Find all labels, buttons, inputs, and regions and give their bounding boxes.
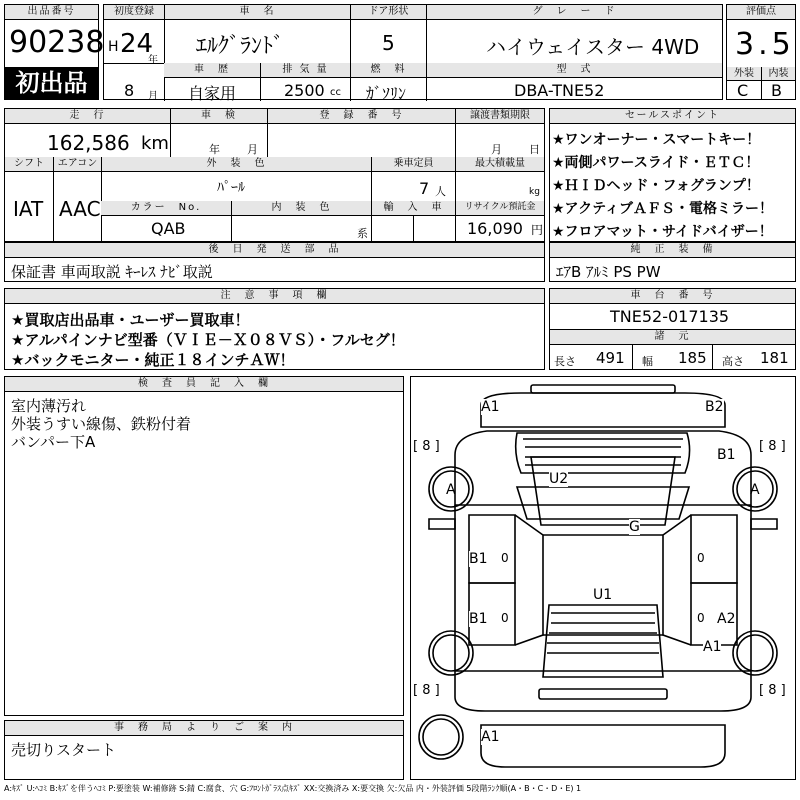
shift-label: シフト	[5, 157, 53, 172]
office-box	[4, 720, 404, 780]
sales-point-item: ★ワンオーナー・スマートキー！	[552, 132, 761, 148]
transfer-label: 譲渡書類期限	[455, 109, 544, 124]
inspection-year-unit: 年	[209, 143, 220, 156]
inspector-line: 室内薄汚れ	[11, 397, 87, 415]
color-no-label: カラー No.	[101, 201, 231, 216]
mark-front-right: B2	[705, 399, 724, 415]
shift: IAT	[13, 197, 44, 221]
lot-number-box	[4, 4, 105, 100]
year-unit: 年	[148, 55, 158, 66]
lot-number-label: 出品番号	[5, 5, 98, 20]
capacity-label: 乗車定員	[371, 157, 455, 172]
door-zero: 0	[697, 611, 705, 625]
year: 24	[120, 29, 154, 59]
mark-front-left: A1	[481, 399, 500, 415]
sales-point-item: ★両側パワースライド・ＥＴＣ！	[552, 155, 760, 171]
color-no: QAB	[151, 219, 186, 238]
mark-tire-front-left: A	[446, 482, 456, 498]
sales-point-item: ★ＨＩＤヘッド・フォグランプ！	[552, 178, 760, 194]
model: DBA-TNE52	[514, 81, 605, 100]
car-outline	[411, 377, 795, 779]
history: 自家用	[188, 84, 237, 103]
era: H	[108, 39, 119, 55]
sales-point-item: ★アクティブＡＦＳ・電格ミラー！	[552, 201, 774, 217]
door-zero: 0	[501, 551, 509, 565]
mark-body: U1	[593, 587, 613, 603]
inspector-line: バンパー下A	[11, 433, 96, 451]
later-parts-text: 保証書 車両取説 ｷｰﾚｽ ﾅﾋﾞ取説	[11, 263, 213, 281]
door-label: ドア形状	[350, 5, 426, 20]
note-item: ★アルパインナビ型番（ＶＩＥ－Ｘ０８ＶＳ）・フルセグ！	[11, 331, 405, 349]
later-parts-box	[4, 242, 545, 282]
mileage-unit: km	[141, 133, 169, 154]
inspector-title: 検 査 員 記 入 欄	[5, 377, 403, 392]
chassis-number: TNE52-017135	[610, 307, 730, 326]
height: 181	[760, 349, 789, 367]
mark-roof: U2	[549, 471, 569, 487]
grade: ハイウェイスター 4WD	[486, 35, 700, 59]
sales-points-title: セールスポイント	[550, 109, 795, 124]
car-diagram	[410, 376, 796, 780]
score: 3.5	[735, 27, 795, 62]
score-box	[726, 4, 796, 100]
note-item: ★買取店出品車・ユーザー買取車！	[11, 311, 250, 329]
ac-label: エアコン	[53, 157, 101, 172]
mark-right-fender: B1	[717, 447, 736, 463]
score-label: 評価点	[727, 5, 795, 20]
month-unit: 月	[148, 91, 158, 102]
interior-color-label: 内 装 色	[231, 201, 371, 216]
capacity-unit: 人	[435, 185, 446, 198]
mark-tire-front-right: A	[750, 482, 760, 498]
mark-right-rear-door: A2	[717, 611, 736, 627]
mileage: 162,586	[47, 131, 130, 155]
inspection-month-unit: 月	[247, 143, 258, 156]
vehicle-info-box	[4, 108, 545, 242]
note-item: ★バックモニター・純正１８インチＡＷ！	[11, 351, 295, 369]
notes-title: 注 意 事 項 欄	[5, 289, 544, 304]
door-zero: 0	[501, 611, 509, 625]
fuel-label: 燃 料	[350, 63, 426, 78]
history-label: 車 歴	[164, 63, 260, 78]
tire-depth-rear-left: [ 8 ]	[413, 683, 440, 698]
interior-label: 内装	[761, 67, 795, 81]
plate-label: 登 録 番 号	[267, 109, 455, 124]
doors: 5	[382, 31, 395, 55]
recycle-unit: 円	[531, 223, 544, 237]
chassis-title: 車 台 番 号	[550, 289, 795, 304]
office-text: 売切りスタート	[11, 741, 117, 759]
later-parts-title: 後 日 発 送 部 品	[5, 243, 544, 258]
inspector-box	[4, 376, 404, 716]
first-listing-badge	[5, 67, 98, 99]
width: 185	[678, 349, 707, 367]
sales-point-item: ★フロアマット・サイドバイザー！	[552, 224, 773, 240]
tire-depth-front-left: [ 8 ]	[413, 439, 440, 454]
car-name-label: 車 名	[164, 5, 350, 20]
transfer-month: 月	[491, 143, 502, 156]
inspection-label: 車 検	[170, 109, 267, 124]
recycle-label: リサイクル預託金	[455, 201, 544, 216]
mark-glass: G	[629, 519, 640, 535]
exterior-label: 外装	[727, 67, 761, 81]
tire-depth-front-right: [ 8 ]	[759, 439, 786, 454]
color-label: 外 装 色	[101, 157, 371, 172]
month: 8	[124, 81, 135, 100]
mark-left-door-rear: B1	[469, 611, 488, 627]
load-unit: kg	[529, 187, 540, 197]
inspector-line: 外装うすい線傷、鉄粉付着	[11, 415, 192, 433]
header-main-box	[103, 4, 723, 103]
height-label: 高さ	[722, 355, 744, 368]
equipment-title: 純 正 装 備	[550, 243, 795, 258]
grade-label: グ レ ー ド	[426, 5, 722, 20]
capacity: 7	[419, 179, 430, 198]
legend: A:ｷｽﾞ U:ﾍｺﾐ B:ｷｽﾞを伴うﾍｺﾐ P:要塗装 W:補修跡 S:錆 C:腐食、穴 G:ﾌﾛﾝﾄｶﾞﾗｽ点ｷｽﾞ XX:交換済み X:要交換 欠:欠品 内・外装評価 5段階ﾗﾝｸ順(A・B・C・D・E) 1	[4, 784, 582, 793]
sales-points-box	[549, 108, 796, 242]
specs-title: 諸 元	[550, 330, 795, 345]
recycle: 16,090	[467, 219, 523, 238]
door-zero: 0	[697, 551, 705, 565]
first-listing-text: 初出品	[15, 69, 88, 97]
exterior-grade: C	[737, 81, 749, 100]
car-name: ｴﾙｸﾞﾗﾝﾄﾞ	[196, 34, 285, 59]
displacement: 2500	[284, 81, 325, 100]
office-title: 事 務 局 よ り ご 案 内	[5, 721, 403, 736]
fuel: ｶﾞｿﾘﾝ	[366, 84, 407, 103]
chassis-box	[549, 288, 796, 370]
length-label: 長さ	[554, 355, 576, 368]
displacement-unit: cc	[330, 87, 341, 98]
mileage-label: 走 行	[5, 109, 170, 124]
length: 491	[596, 349, 625, 367]
width-label: 幅	[642, 355, 653, 368]
lot-number: 90238	[9, 25, 105, 60]
interior-color-unit: 系	[357, 227, 368, 240]
notes-box	[4, 288, 545, 370]
mark-left-door-front: B1	[469, 551, 488, 567]
mark-rear: A1	[481, 729, 500, 745]
transfer-day: 日	[529, 143, 540, 156]
import-label: 輸 入 車	[371, 201, 455, 216]
mark-right-quarter: A1	[703, 639, 722, 655]
first-reg-label: 初度登録	[104, 5, 164, 20]
model-label: 型 式	[426, 63, 722, 78]
equipment-box	[549, 242, 796, 282]
load-label: 最大積載量	[455, 157, 544, 172]
equipment-text: ｴｱB ｱﾙﾐ PS PW	[556, 263, 661, 281]
tire-depth-rear-right: [ 8 ]	[759, 683, 786, 698]
ac: AAC	[59, 197, 101, 221]
displacement-label: 排 気 量	[260, 63, 350, 78]
color: ﾊﾟｰﾙ	[217, 180, 245, 196]
interior-grade: B	[771, 81, 782, 100]
